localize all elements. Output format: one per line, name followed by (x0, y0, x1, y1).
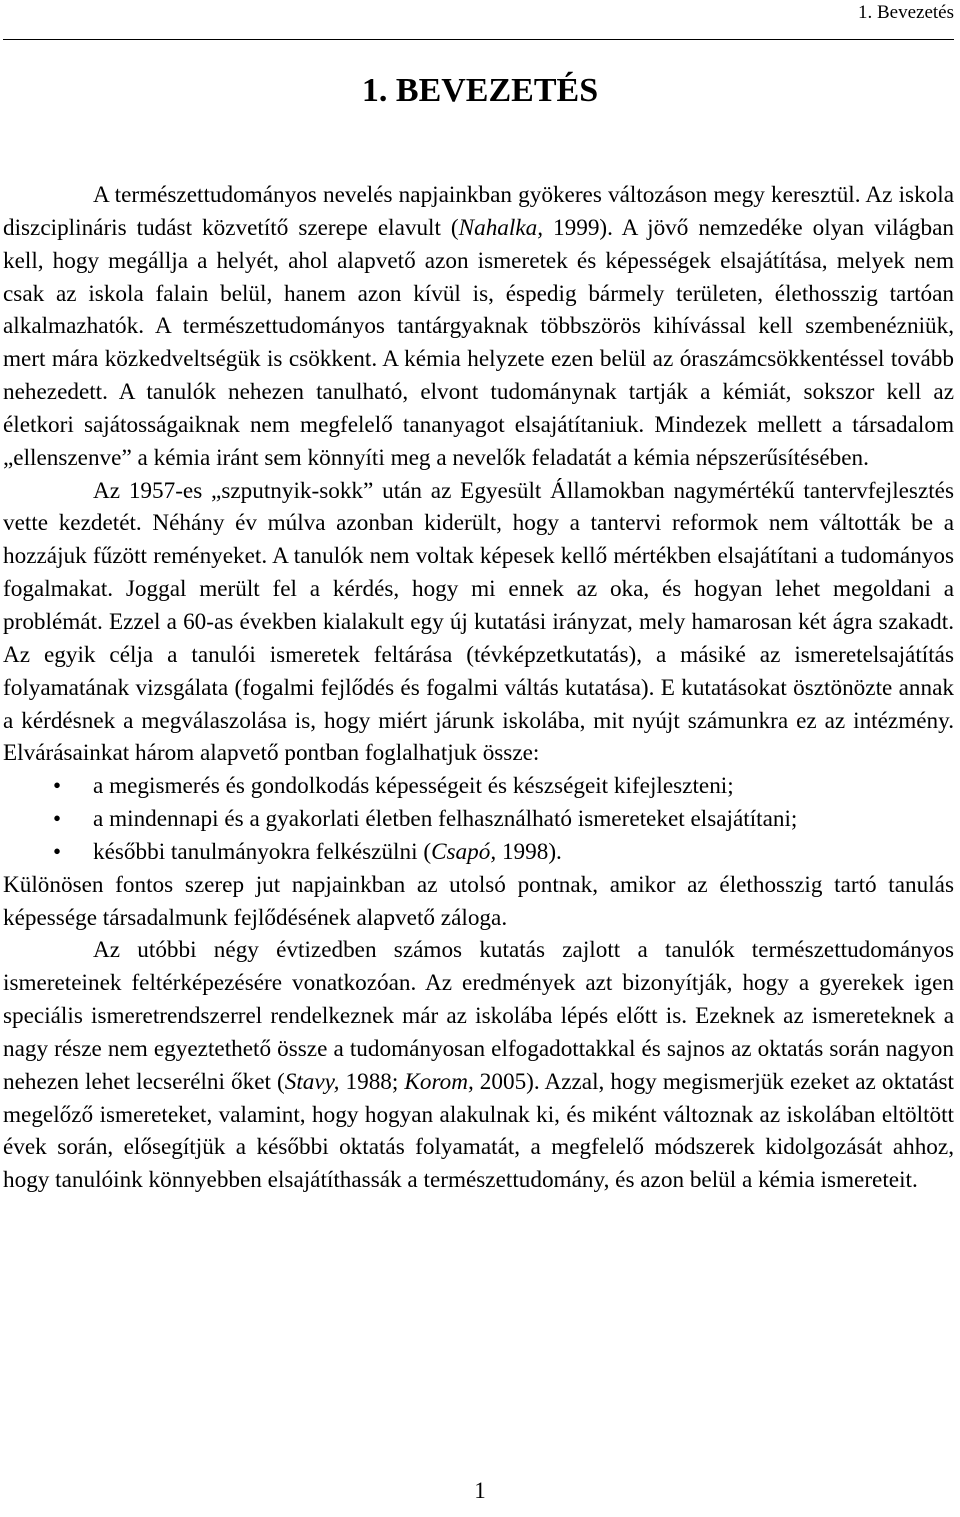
citation-nahalka: Nahalka, (458, 214, 544, 241)
paragraph-4-text-c: 2005). Azzal, hogy megismerjük ezeket az oktatást megelőző ismereteket, valamint, hogy hogyan alakulnak ki, és miként változnak az iskolában eltöltött évek során, elősegítjük a későbbi oktatás folyamatát, a megfelelő módszerek kidolgozását ahhoz, hogy tanulóink könnyebben elsajátíthassák a természettudomány, és azon belül a kémia ismereteit. (3, 1068, 954, 1194)
paragraph-1-text-a: A természettudományos nevelés napjainkban gyökeres változáson megy keresztül. Az iskola diszciplináris tudást közvetítő szerepe elavult ( (3, 182, 954, 241)
page-number: 1 (474, 1478, 486, 1503)
list-item (3, 770, 954, 803)
bullet-icon: • (53, 838, 62, 864)
citation-csapo: Csapó, (431, 838, 497, 865)
header-rule (3, 39, 954, 40)
running-head: 1. Bevezetés (857, 2, 954, 23)
citation-stavy: Stavy, (284, 1068, 340, 1095)
paragraph-4 (3, 934, 954, 1197)
citation-korom: Korom, (404, 1068, 474, 1095)
list-item-text: a megismerés és gondolkodás képességeit és készségeit kifejleszteni; (93, 773, 734, 800)
paragraph-2: Az 1957-es „szputnyik-sokk” után az Egyesült Államokban nagymértékű tantervfejlesztés vette kezdetét. Néhány év múlva azonban kiderült, hogy a tantervi reformok nem váltották be a hozzájuk fűzött reményeket. A tanulók nem voltak képesek kellő mértékben elsajátítani a tudományos fogalmakat. Joggal merült fel a kérdés, hogy mi ennek az oka, és hogyan lehet megoldani a problémát. Ezzel a 60-as években kialakult egy új kutatási irányzat, mely hamarosan két ágra szakadt. Az egyik célja a tanulói ismeretek feltárása (tévképzetkutatás), a másiké az ismeretelsajátítás folyamatának vizsgálata (fogalmi fejlődés és fogalmi váltás kutatása). E kutatásokat ösztönözte annak a kérdésnek a megválaszolása is, hogy miért járunk iskolába, mit nyújt számunkra ez az intézmény. Elvárásainkat három alapvető pontban foglalhatjuk össze: (3, 477, 954, 767)
list-item (3, 836, 954, 869)
bullet-list (3, 770, 954, 869)
list-item-text: későbbi tanulmányokra felkészülni ( (93, 838, 432, 865)
paragraph-1 (3, 179, 954, 475)
paragraph-3: Különösen fontos szerep jut napjainkban az utolsó pontnak, amikor az élethosszig tartó tanulás képessége társadalmunk fejlődésének alapvető záloga. (3, 871, 954, 931)
body-text (3, 179, 954, 1197)
paragraph-4-text-a: Az utóbbi négy évtizedben számos kutatás zajlott a tanulók természettudományos ismereteinek feltérképezésére vonatkozóan. Az eredmények azt bizonyítják, hogy a gyerekek igen speciális ismeretrendszerrel rendelkeznek már az iskolába lépés előtt is. Ezeknek az ismereteknek a nagy része nem egyeztethető össze a tudományosan elfogadottakkal és sajnos az oktatás során nagyon nehezen lehet lecserélni őket ( (3, 937, 954, 1095)
list-item-text-end: 1998). (496, 838, 562, 865)
bullet-icon: • (53, 773, 62, 799)
paragraph-1-text-b: 1999). A jövő nemzedéke olyan világban kell, hogy megállja a helyét, ahol alapvető azon ismeretek és képességek elsajátítása, melyek nem csak az iskola falain belül, hanem azon kívül is, éspedig bármely területen, élethosszig tartóan alkalmazhatók. A természettudományos tantárgyaknak többszörös kihívással kell szembenézniük, mert mára közkedveltségük is csökkent. A kémia helyzete ezen belül az óraszámcsökkentéssel tovább nehezedett. A tanulók nehezen tanulható, elvont tudománynak tartják a kémiát, sokszor kell az életkori sajátosságaiknak nem megfelelő tananyagot elsajátítaniuk. Mindezek mellett a társadalom „ellenszenve” a kémia iránt sem könnyíti meg a nevelők feladatát a kémia népszerűsítésében. (3, 214, 954, 471)
list-item-text: a mindennapi és a gyakorlati életben felhasználható ismereteket elsajátítani; (93, 806, 798, 833)
chapter-title: 1. BEVEZETÉS (361, 72, 599, 109)
paragraph-4-text-b: 1988; (339, 1068, 405, 1095)
bullet-icon: • (53, 806, 62, 832)
list-item (3, 803, 954, 836)
